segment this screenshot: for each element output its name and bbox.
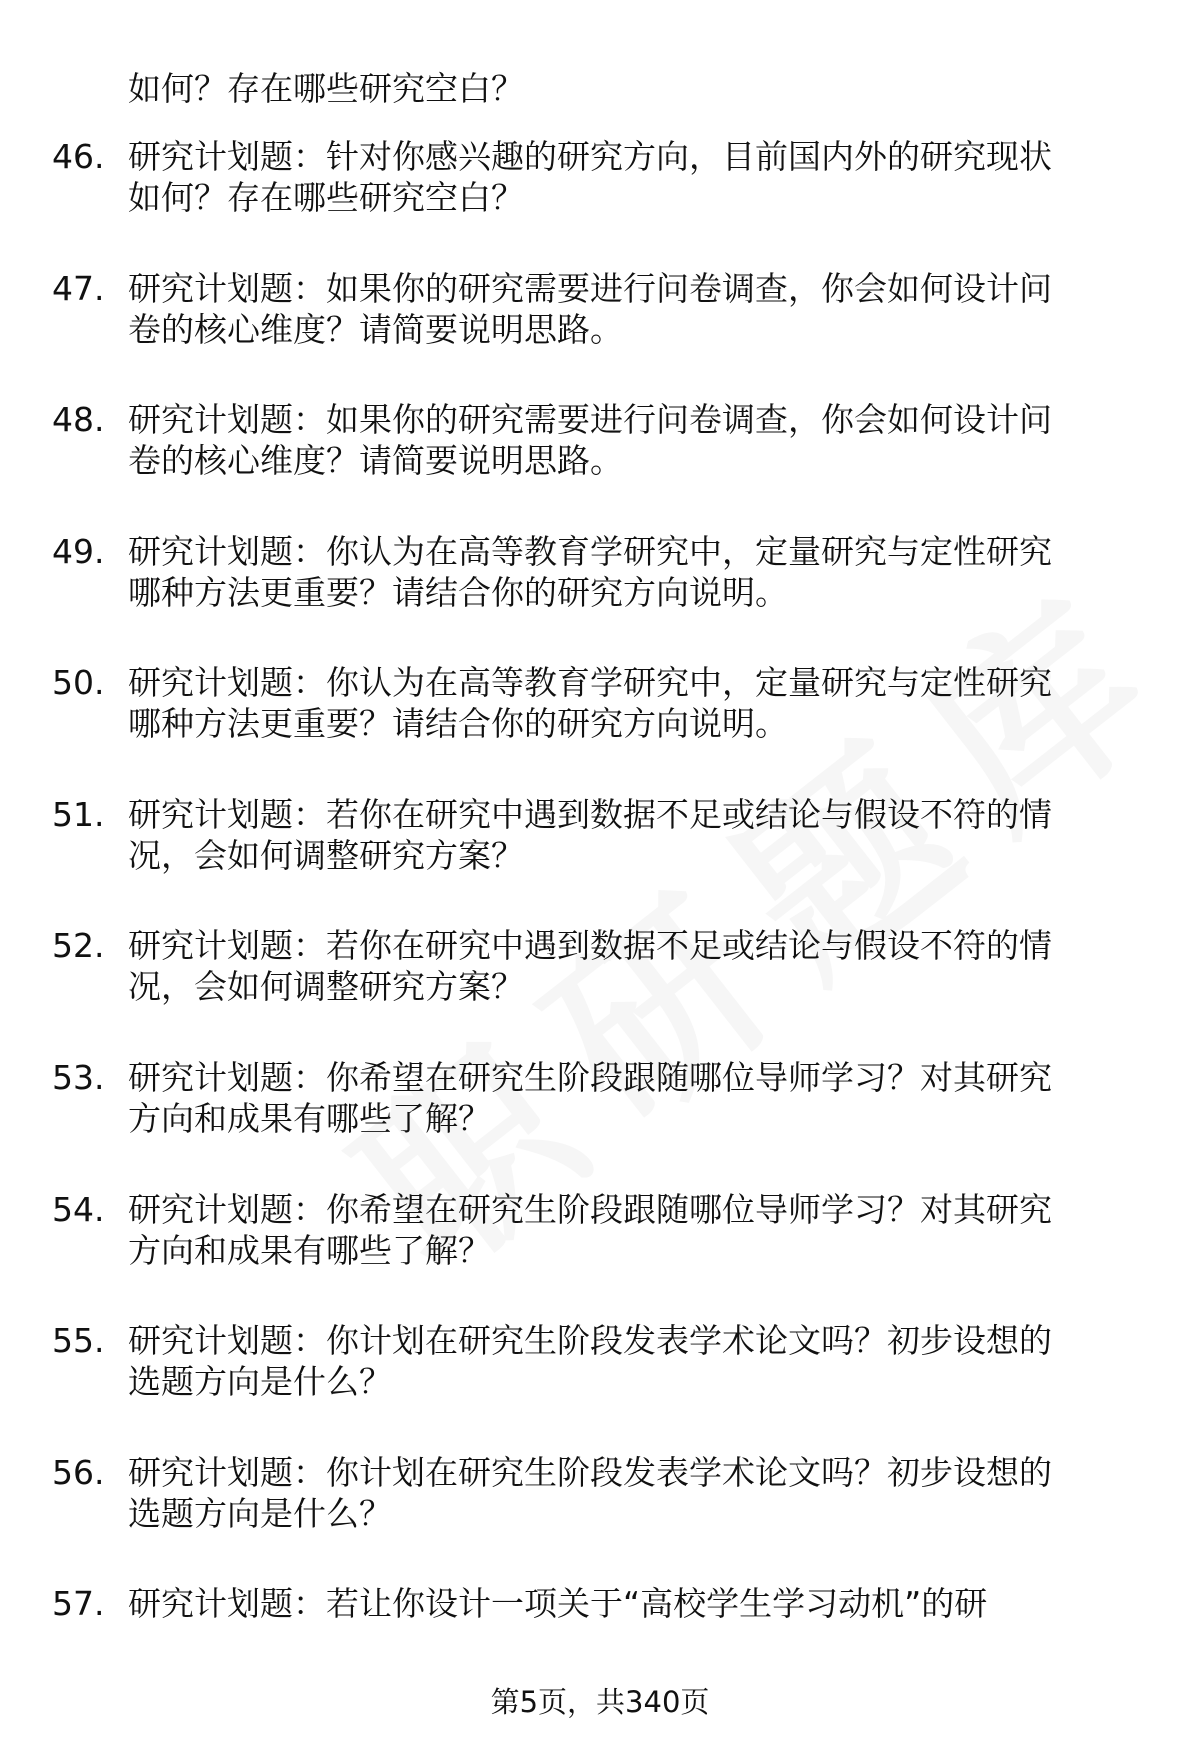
question-number: 55. — [52, 1321, 105, 1360]
question-number: 50. — [52, 663, 105, 702]
question-number: 53. — [52, 1058, 105, 1097]
question-line: 研究计划题：你希望在研究生阶段跟随哪位导师学习？对其研究 — [128, 1058, 1052, 1097]
question-line: 选题方向是什么？ — [128, 1362, 392, 1401]
question-line: 哪种方法更重要？请结合你的研究方向说明。 — [128, 704, 788, 743]
question-line: 卷的核心维度？请简要说明思路。 — [128, 310, 623, 349]
question-text — [128, 794, 1138, 876]
question-number: 51. — [52, 795, 105, 834]
question-line: 卷的核心维度？请简要说明思路。 — [128, 441, 623, 480]
question-line: 如何？存在哪些研究空白？ — [128, 178, 524, 217]
question-line: 研究计划题：你认为在高等教育学研究中，定量研究与定性研究 — [128, 663, 1052, 702]
question-line: 研究计划题：若让你设计一项关于“高校学生学习动机”的研 — [128, 1584, 988, 1623]
question-line: 研究计划题：你计划在研究生阶段发表学术论文吗？初步设想的 — [128, 1453, 1052, 1492]
question-number: 54. — [52, 1190, 105, 1229]
question-line: 研究计划题：你计划在研究生阶段发表学术论文吗？初步设想的 — [128, 1321, 1052, 1360]
question-line: 研究计划题：你希望在研究生阶段跟随哪位导师学习？对其研究 — [128, 1190, 1052, 1229]
page-footer: 第5页，共340页 — [490, 1685, 710, 1719]
question-line: 哪种方法更重要？请结合你的研究方向说明。 — [128, 573, 788, 612]
question-line: 研究计划题：如果你的研究需要进行问卷调查，你会如何设计问 — [128, 269, 1052, 308]
question-text — [128, 399, 1138, 481]
continuation-line: 如何？存在哪些研究空白？ — [128, 69, 524, 108]
question-number: 52. — [52, 926, 105, 965]
question-line: 况，会如何调整研究方案？ — [128, 967, 524, 1006]
question-line: 研究计划题：你认为在高等教育学研究中，定量研究与定性研究 — [128, 532, 1052, 571]
question-line: 研究计划题：如果你的研究需要进行问卷调查，你会如何设计问 — [128, 400, 1052, 439]
question-text — [128, 268, 1138, 350]
question-number: 49. — [52, 532, 105, 571]
question-text — [128, 1583, 1138, 1624]
question-line: 研究计划题：针对你感兴趣的研究方向，目前国内外的研究现状 — [128, 137, 1052, 176]
question-text — [128, 925, 1138, 1007]
question-number: 57. — [52, 1584, 105, 1623]
question-line: 选题方向是什么？ — [128, 1494, 392, 1533]
question-line: 研究计划题：若你在研究中遇到数据不足或结论与假设不符的情 — [128, 926, 1052, 965]
question-text — [128, 662, 1138, 744]
question-number: 46. — [52, 137, 105, 176]
question-text — [128, 1189, 1138, 1271]
question-number: 56. — [52, 1453, 105, 1492]
question-number: 47. — [52, 269, 105, 308]
question-number: 48. — [52, 400, 105, 439]
question-text — [128, 1452, 1138, 1534]
question-text — [128, 136, 1138, 218]
question-text — [128, 1057, 1138, 1139]
question-line: 况，会如何调整研究方案？ — [128, 836, 524, 875]
question-line: 方向和成果有哪些了解？ — [128, 1231, 491, 1270]
question-line: 方向和成果有哪些了解？ — [128, 1099, 491, 1138]
question-line: 研究计划题：若你在研究中遇到数据不足或结论与假设不符的情 — [128, 795, 1052, 834]
question-text — [128, 531, 1138, 613]
question-text — [128, 1320, 1138, 1402]
